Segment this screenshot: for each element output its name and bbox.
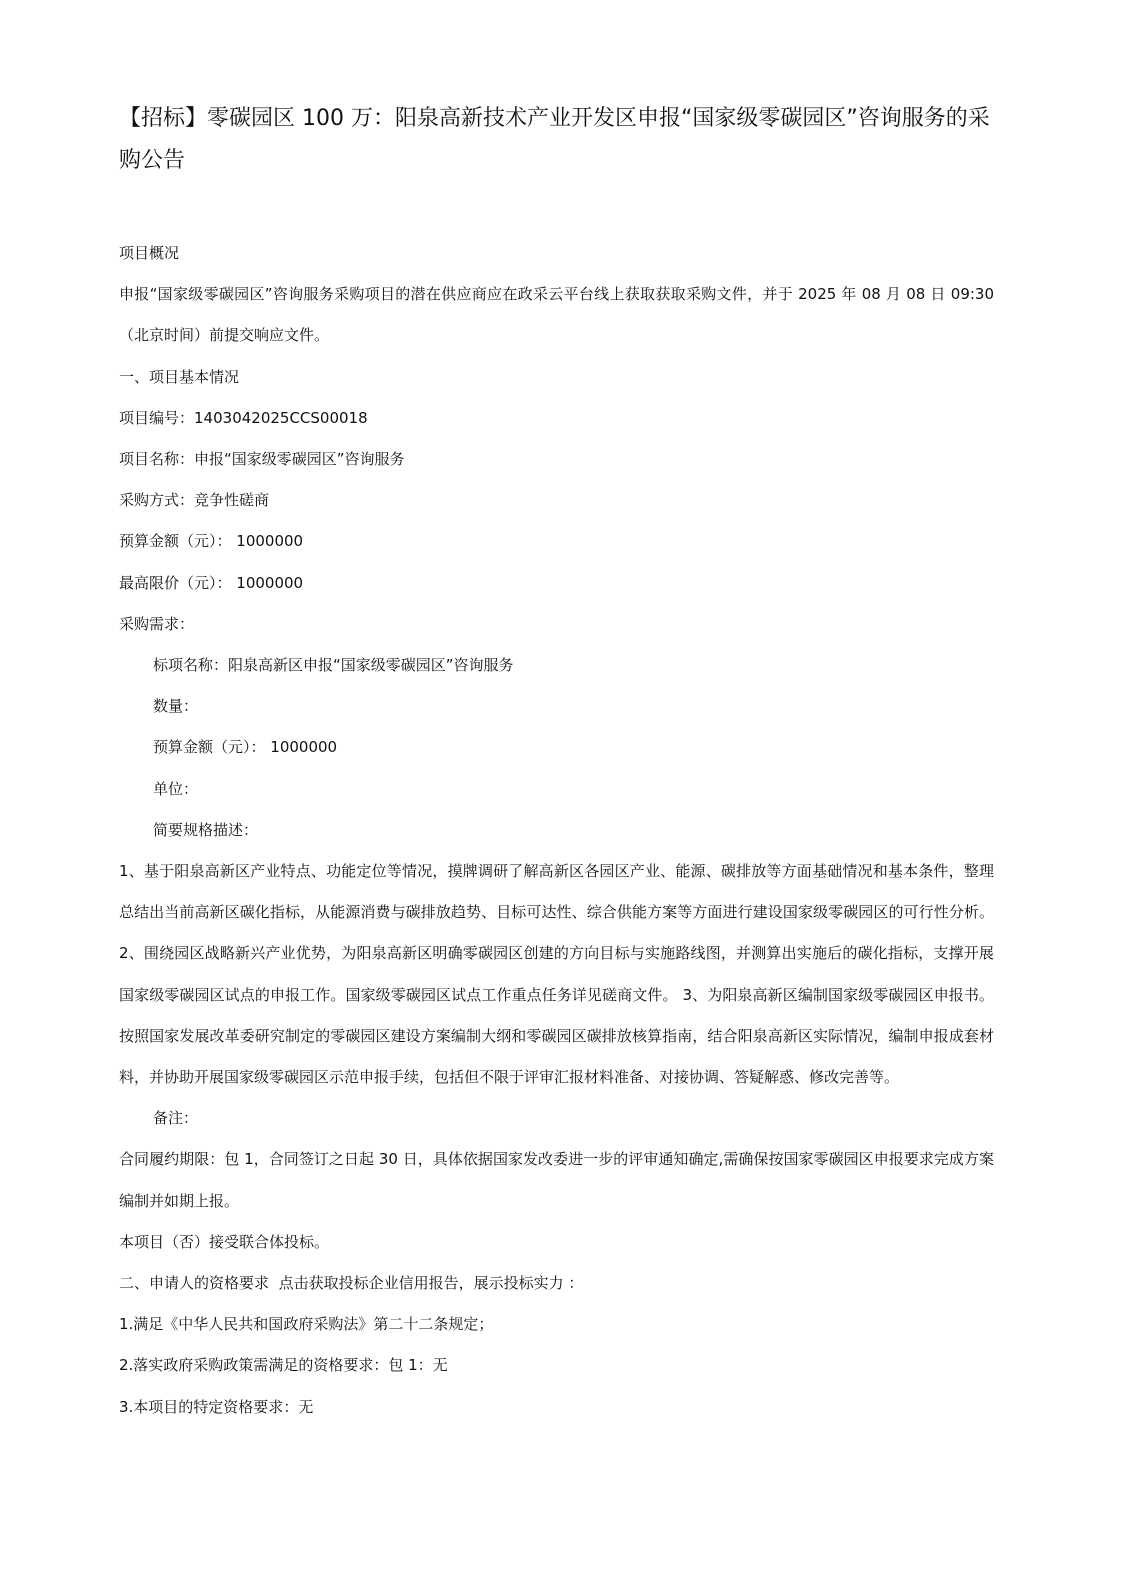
max-price-row [119, 563, 994, 604]
section1-heading: 一、项目基本情况 [119, 367, 240, 386]
section2-heading-row [119, 1263, 994, 1304]
spec-text: 1、基于阳泉高新区产业特点、功能定位等情况，摸牌调研了解高新区各园区产业、能源、碳排放等方面基础情况和基本条件，整理总结出当前高新区碳化指标，从能源消费与碳排放趋势、目标可达性、综合供能方案等方面进行建设国家级零碳园区的可行性分析。 2、围绕园区战略新兴产业优势，为阳泉高新区明确零碳园区创建的方向目标与实施路线图，并测算出实施后的碳化指标，支撑开展国家级零碳园区试点的申报工作。国家级零碳园区试点工作重点任务详见磋商文件。 3、为阳泉高新区编制国家级零碳园区申报书。按照国家发展改革委研究制定的零碳园区建设方案编制大纲和零碳园区碳排放核算指南，结合阳泉高新区实际情况，编制申报成套材料，并协助开展国家级零碳园区示范申报手续，包括但不限于评审汇报材料准备、对接协调、答疑解惑、修改完善等。 [119, 862, 994, 1087]
item-name-label: 标项名称： [153, 656, 229, 675]
project-number-row [119, 398, 994, 439]
credit-report-link[interactable]: 点击获取投标企业信用报告，展示投标实力 [278, 1274, 564, 1293]
project-number-value: 1403042025CCS00018 [194, 408, 368, 427]
method-row [119, 480, 994, 521]
requirements-label: 采购需求： [119, 614, 195, 633]
unit-row [119, 769, 994, 810]
max-price-value: 1000000 [236, 573, 304, 592]
item-budget-row [119, 727, 994, 768]
item-budget-label: 预算金额（元）： [153, 738, 266, 757]
overview-text: 申报“国家级零碳园区”咨询服务采购项目的潜在供应商应在政采云平台线上获取获取采购文件，并于 2025 年 08 月 08 日 09:30（北京时间）前提交响应文件。 [119, 285, 994, 345]
requirement-3: 3.本项目的特定资格要求：无 [119, 1397, 314, 1416]
item-name-value: 阳泉高新区申报“国家级零碳园区”咨询服务 [228, 656, 514, 675]
budget-value: 1000000 [236, 532, 304, 551]
document-body [119, 233, 994, 1428]
remarks-label: 备注： [153, 1109, 199, 1128]
quantity-row [119, 686, 994, 727]
method-value: 竞争性磋商 [194, 491, 270, 510]
project-number-label: 项目编号： [119, 408, 195, 427]
item-name-row [119, 645, 994, 686]
requirement-1: 1.满足《中华人民共和国政府采购法》第二十二条规定； [119, 1315, 494, 1334]
section2-heading: 二、申请人的资格要求 [119, 1274, 270, 1293]
project-name-label: 项目名称： [119, 450, 195, 469]
project-name-row [119, 439, 994, 480]
quantity-label: 数量： [153, 697, 199, 716]
contract-text: 合同履约期限：包 1，合同签订之日起 30 日，具体依据国家发改委进一步的评审通知确定,需确保按国家零碳园区申报要求完成方案编制并如期上报。 [119, 1150, 994, 1210]
budget-row [119, 521, 994, 562]
project-name-value: 申报“国家级零碳园区”咨询服务 [194, 450, 405, 469]
document-title: 【招标】零碳园区 100 万：阳泉高新技术产业开发区申报“国家级零碳园区”咨询服务的采购公告 [119, 106, 990, 173]
consortium-text: 本项目（否）接受联合体投标。 [119, 1232, 330, 1251]
item-budget-value: 1000000 [270, 738, 338, 757]
budget-label: 预算金额（元）： [119, 532, 232, 551]
section2-heading-suffix: ： [568, 1274, 584, 1293]
spec-label: 简要规格描述： [153, 820, 259, 839]
max-price-label: 最高限价（元）： [119, 573, 232, 592]
requirement-2: 2.落实政府采购政策需满足的资格要求：包 1：无 [119, 1356, 448, 1375]
unit-label: 单位： [153, 779, 199, 798]
method-label: 采购方式： [119, 491, 195, 510]
overview-heading: 项目概况 [119, 244, 180, 262]
